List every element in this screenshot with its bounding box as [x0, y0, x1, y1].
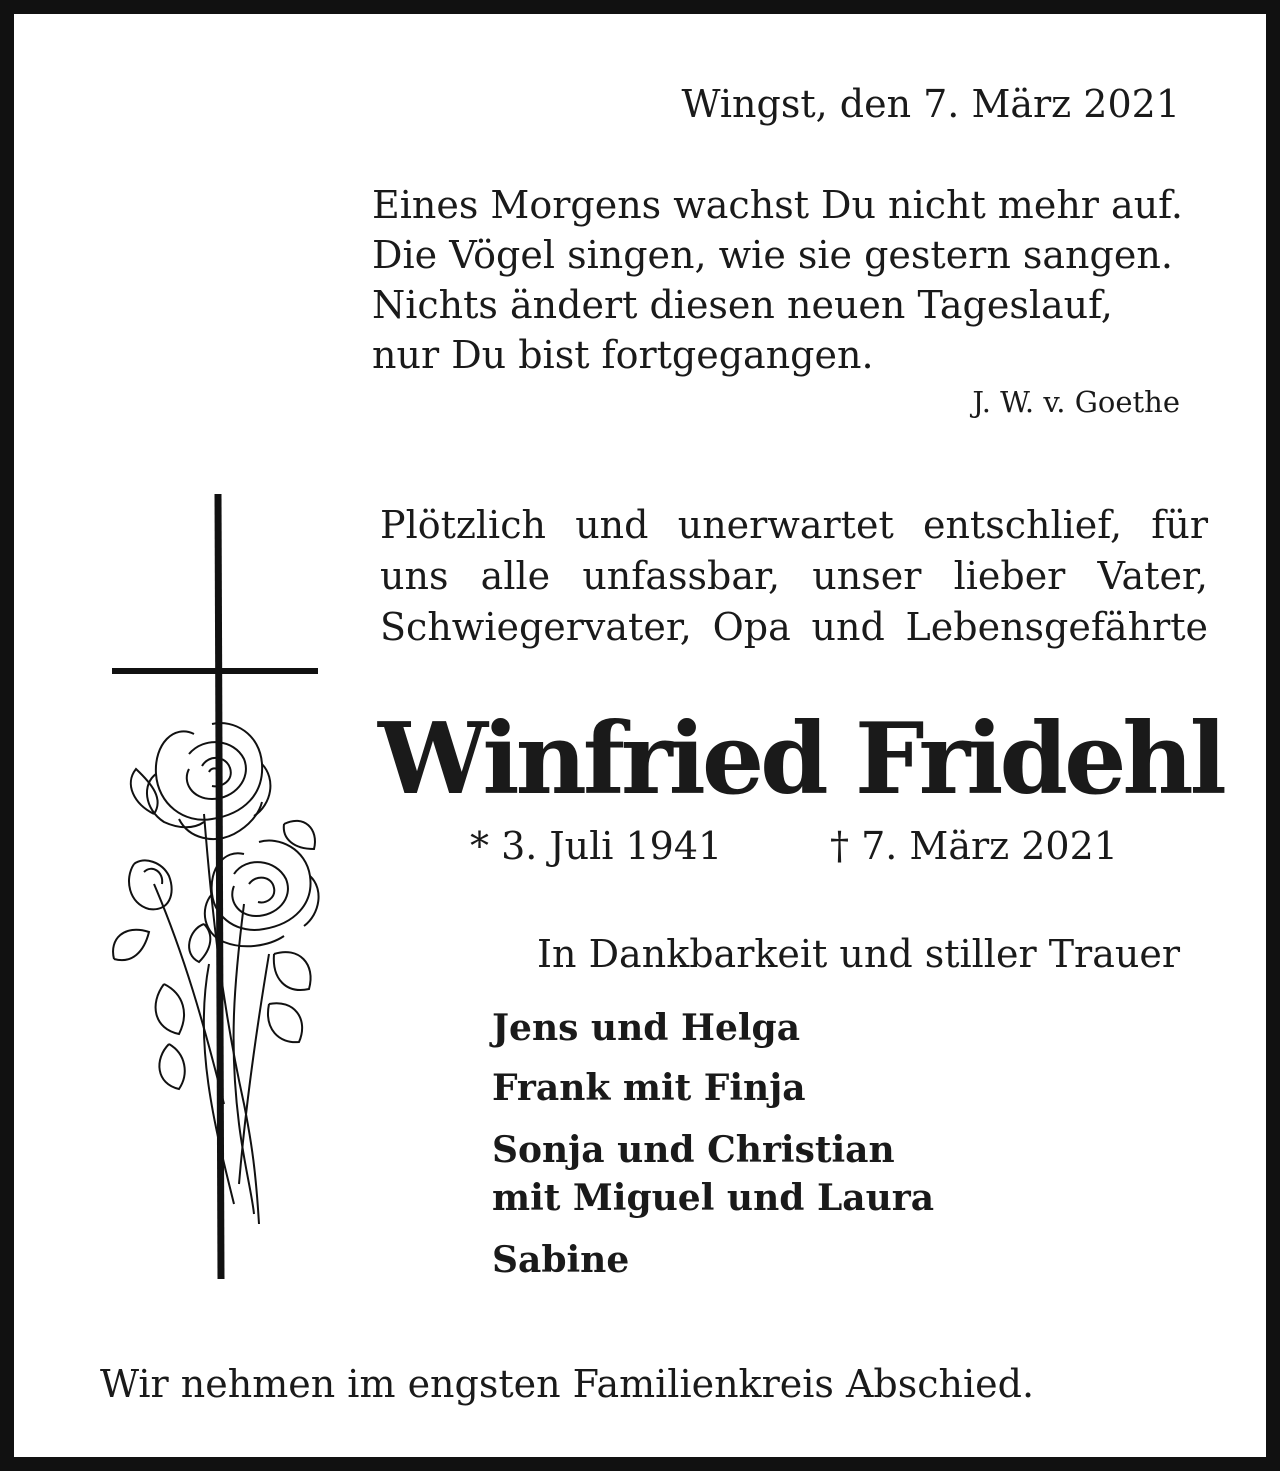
poem-author: J. W. v. Goethe	[972, 385, 1180, 419]
deceased-name: Winfried Fridehl	[378, 702, 1223, 817]
mourner-name: Sonja und Christian	[492, 1129, 895, 1171]
farewell-note: Wir nehmen im engsten Familienkreis Abschied.	[100, 1362, 1035, 1406]
poem-line: Die Vögel singen, wie sie gestern sangen.	[372, 233, 1173, 277]
mourner-name: Jens und Helga	[492, 1007, 801, 1049]
mourner-name: Sabine	[492, 1239, 630, 1281]
poem-line: Eines Morgens wachst Du nicht mehr auf.	[372, 183, 1183, 227]
intro-line: Schwiegervater, Opa und Lebensgefährte	[380, 605, 1208, 649]
birth-date: * 3. Juli 1941	[470, 824, 723, 868]
mourner-name: mit Miguel und Laura	[492, 1177, 935, 1219]
poem	[372, 180, 1212, 380]
poem-line: nur Du bist fortgegangen.	[372, 333, 874, 377]
cross-with-roses-icon	[94, 484, 334, 1284]
intro-line: uns alle unfassbar, unser lieber Vater,	[380, 554, 1208, 598]
death-date: † 7. März 2021	[830, 824, 1118, 868]
intro-text	[380, 500, 1208, 653]
place-date: Wingst, den 7. März 2021	[681, 82, 1180, 126]
poem-line: Nichts ändert diesen neuen Tageslauf,	[372, 283, 1113, 327]
mourner-name: Frank mit Finja	[492, 1067, 806, 1109]
intro-line: Plötzlich und unerwartet entschlief, für	[380, 503, 1208, 547]
mourning-line: In Dankbarkeit und stiller Trauer	[537, 932, 1180, 976]
